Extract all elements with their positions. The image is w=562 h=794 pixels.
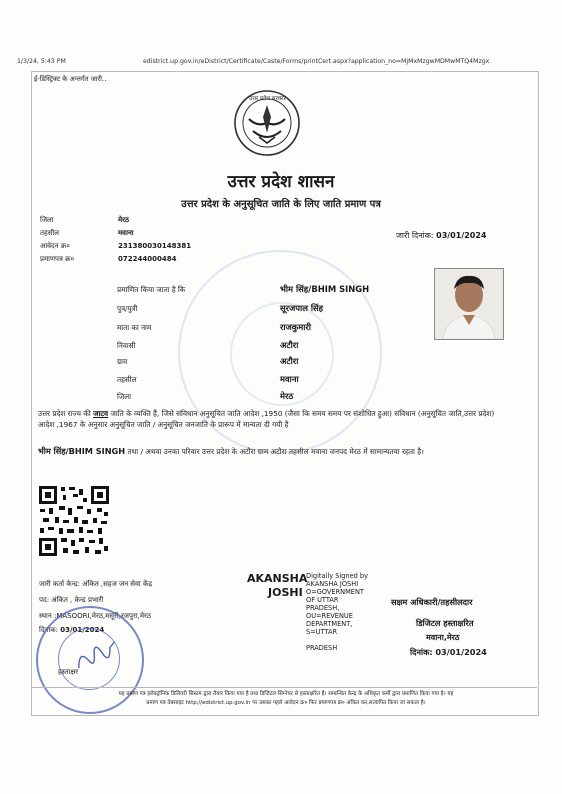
meta-label-application-no: आवेदन क्र० [40, 242, 70, 250]
detail-label-district: जिला [117, 392, 131, 401]
detail-label-son-daughter: पुत्र/पुत्री [117, 304, 138, 313]
sig-detail-line: PRADESH [306, 644, 338, 652]
detail-label-certified: प्रमाणित किया जाता है कि [117, 285, 186, 294]
meta-label-tehsil: तहसील [40, 229, 59, 237]
detail-value-mother: राजकुमारी [280, 322, 312, 332]
digital-signer-name-line1: AKANSHA [247, 572, 308, 585]
person-photo-icon [435, 269, 503, 339]
sig-detail-line: DEPARTMENT, [306, 620, 353, 628]
digital-sign-label: डिजिटल हस्ताक्षरित [416, 618, 474, 628]
authority-place: मवाना,मेरठ [426, 633, 460, 642]
issued-under-note: ई-डिस्ट्रिक्ट के अन्तर्गत जारी.. [34, 75, 107, 83]
digital-signature-details [306, 572, 368, 652]
issue-date-label: जारी दिनांक: [396, 231, 434, 240]
center-signature-label: हस्ताक्षर [58, 668, 79, 676]
detail-value-district: मेरठ [280, 391, 294, 401]
detail-label-mother: माता का नाम [117, 323, 152, 332]
meta-value-tehsil: मवाना [118, 229, 134, 237]
residence-declaration-rest: तथा / अथवा उनका परिवार उत्तर प्रदेश के अटौरा ग्राम अटौरा तहसील मवाना जनपद मेरठ में सामान्यतया रहता है। [127, 447, 424, 456]
applicant-photo [434, 268, 504, 340]
sig-detail-line: AKANSHA JOSHI [306, 580, 359, 588]
certificate-title: उत्तर प्रदेश शासन [227, 172, 335, 192]
detail-value-resident: अटौरा [280, 340, 299, 350]
sig-detail-line: PRADESH, [306, 604, 340, 612]
issuing-center: जारी कर्ता केन्द्र: अंकित ,सहज जन सेवा केंद्र [39, 580, 153, 588]
issuing-post: पद: अंकित , केन्द्र प्रभारी [39, 596, 104, 604]
emblem-text: उत्तर प्रदेश सरकार [249, 96, 286, 102]
digital-signer-name-line2: JOSHI [268, 586, 303, 599]
center-date-value: 03/01/2024 [60, 626, 105, 634]
footer-divider [31, 687, 537, 688]
residence-person-name: भीम सिंह/BHIM SINGH [38, 446, 126, 456]
detail-label-tehsil: तहसील [117, 375, 137, 384]
meta-label-certificate-no: प्रमाणपत्र क्र० [40, 255, 75, 263]
certificate-subtitle: उत्तर प्रदेश के अनुसूचित जाति के लिए जाति प्रमाण पत्र [181, 199, 381, 210]
meta-label-district: जिला [40, 216, 54, 224]
verification-qr-code [37, 484, 111, 558]
detail-label-village: ग्राम [117, 357, 128, 366]
detail-value-village: अटौरा [280, 356, 299, 366]
sig-detail-line: O=GOVERNMENT [306, 588, 364, 596]
issue-date [396, 230, 487, 241]
residence-declaration [38, 446, 500, 457]
print-url: edistrict.up.gov.in/eDistrict/Certificate/Caste/Forms/printCert.aspx?application_no=MjMxMzgwMDMwMTQ4Mzgx [143, 58, 490, 65]
meta-value-certificate-no: 072244000484 [118, 255, 177, 263]
footer-line-2: प्रमाण पत्र वेबसाइट http://edistrict.up.gov.in पर उसका पहले आवेदन क्र० फिर प्रमाणपत्र क्र० अंकित कर,सत्यापित किया जा सकता है। [146, 700, 426, 706]
caste-declaration-rest: जाति के व्यक्ति हैं, जिसे संविधान अनुसूचित जाति आदेश ,1950 (जैसा कि समय समय पर संशोधित हुआ) संविधान (अनुसूचित जाति,उत्तर प्रदेश) आदेश ,1967 के अनुसार अनुसूचित जाति / अनुसूचित जनजाति के प्रारूप में मान्यता दी गयी है [38, 409, 495, 429]
print-datetime: 1/3/24, 5:43 PM [17, 58, 66, 65]
qr-code-icon [37, 484, 111, 558]
meta-value-application-no: 231380030148381 [118, 242, 192, 250]
detail-label-resident: निवासी [117, 341, 136, 350]
authority-designation: सक्षम अधिकारी/तहसीलदार [391, 597, 473, 607]
caste-name: जाटव [93, 409, 109, 418]
sig-detail-line: Digitally Signed by [306, 572, 369, 580]
authority-date-label: दिनांक: [410, 647, 433, 657]
footer-verification-note [42, 690, 530, 708]
authority-date [410, 647, 487, 658]
sig-detail-line: S=UTTAR [306, 628, 338, 636]
detail-value-name: भीम सिंह/BHIM SINGH [280, 284, 370, 294]
center-date-label: दिनांक: [39, 626, 58, 634]
issue-date-value: 03/01/2024 [436, 231, 487, 240]
caste-declaration [38, 408, 500, 430]
detail-value-father: सूरजपाल सिंह [280, 303, 324, 313]
authority-date-value: 03/01/2024 [435, 647, 487, 657]
sig-detail-line: OF UTTAR [306, 596, 339, 604]
meta-value-district: मेरठ [118, 216, 130, 224]
detail-value-tehsil: मवाना [280, 374, 299, 384]
sig-detail-line: OU=REVENUE [306, 612, 353, 620]
caste-declaration-start: उत्तर प्रदेश राज्य की [38, 409, 91, 418]
footer-line-1: यह प्रमाण पत्र इलेक्ट्रॉनिक डिलिवरी सिस्टम द्वारा तैयार किया गया है तथा डिजिटल सिग्नेचर से हस्ताक्षरित है। सम्बन्धित केन्द्र के अधिकृत कर्मी द्वारा प्रमाणित किया गया है। यह [118, 691, 454, 697]
issuing-place: स्थान :MASOORI,मेरठ,मसूरी,रजपुरा,मेरठ [39, 612, 151, 620]
